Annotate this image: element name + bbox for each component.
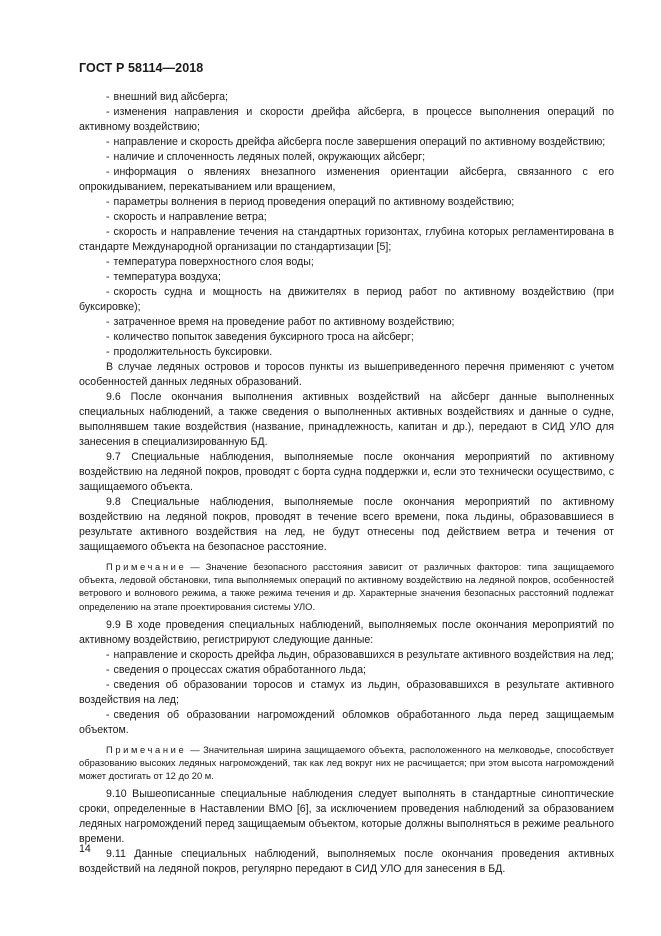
list-item: - скорость судна и мощность на движителях в период работ по активному воздействию (при буксировке); [79,286,614,313]
standard-header: ГОСТ Р 58114—2018 [79,61,204,75]
note-ice-pileup: Примечание — Значительная ширина защищаемого объекта, расположенного на мелководье, способствует образованию высоких ледяных нагромождений, так как лед вокруг них не расчищается; при этом высота нагромождений может достигать от 12 до 20 м. [79,743,614,782]
paragraph-9-8: 9.8 Специальные наблюдения, выполняемые после окончания мероприятий по активному воздействию на ледяной покров, проводят в течение всего времени, пока льдины, образовавшиеся в результате активного воздействия на лед, не будут отнесены под действием ветра и течения от защищаемого объекта на безопасное расстояние. [79,496,614,553]
list-item: - изменения направления и скорости дрейфа айсберга, в процессе выполнения операций по активному воздействию; [79,106,614,133]
paragraph-9-7: 9.7 Специальные наблюдения, выполняемые после окончания мероприятий по активному воздействию на ледяной покров, проводят с борта судна поддержки и, если это технически осуществимо, с защищаемого объекта. [79,451,614,493]
list-item: - информация о явлениях внезапного изменения ориентации айсберга, связанного с его опрокидыванием, перекатыванием или вращением, [79,166,614,193]
list-item: - температура поверхностного слоя воды; [106,256,314,268]
paragraph-9-11: 9.11 Данные специальных наблюдений, выполняемых после окончания проведения активных воздействий на ледяной покров, регулярно передают в СИД УЛО для занесения в БД. [79,848,614,876]
note-safe-distance: Примечание — Значение безопасного расстояния зависит от различных факторов: типа защищаемого объекта, ледовой обстановки, типа выполняемых операций по активному воздействию на ледяной покров, особенностей ветрового и волнового режима, а также режима течения и др. Характерные значения безопасных расстояний подлежат определению на этапе проектирования системы УЛО. [79,561,614,612]
paragraph-9-10: 9.10 Вышеописанные специальные наблюдения следует выполнять в стандартные синоптические сроки, определенные в Наставлении ВМО [6], за исключением проведения наблюдений за образованием ледяных нагромождений перед защищаемым объектом, которые должны выполняться в режиме реального времени. [79,788,614,846]
registered-data-list [79,648,614,738]
paragraph-9-6: 9.6 После окончания выполнения активных воздействий на айсберг данные выполненных специальных наблюдений, а также сведения о выполненных активных воздействиях и данные о судне, выполнявшем такие воздействия (название, принадлежность, капитан и др.), передают в СИД УЛО для занесения в специализированную БД. [79,391,614,448]
list-item: - количество попыток заведения буксирного троса на айсберг; [106,331,414,343]
list-item: - продолжительность буксировки. [106,346,273,358]
list-item: - сведения об образовании торосов и стамух из льдин, образовавшихся в результате активного воздействия на лед; [79,678,614,706]
list-item: - внешний вид айсберга; [106,91,229,103]
list-item: - параметры волнения в период проведения операций по активному воздействию; [106,196,515,208]
main-text [79,90,614,877]
list-item: - сведения об образовании нагромождений обломков обработанного льда перед защищаемым объектом. [79,708,614,736]
list-item: - сведения о процессах сжатия обработанного льда; [106,663,366,676]
page-number: 14 [79,843,91,855]
observation-list [79,90,614,360]
paragraph-9-9: 9.9 В ходе проведения специальных наблюдений, выполняемых после окончания мероприятий по активному воздействию, регистрируют следующие данные: [79,618,614,646]
list-item: - наличие и сплоченность ледяных полей, окружающих айсберг; [106,151,426,163]
list-item: - направление и скорость дрейфа айсберга после завершения операций по активному воздействию; [106,136,606,148]
list-item: - скорость и направление ветра; [106,211,267,223]
note-label: Примечание [106,743,187,755]
list-item: - направление и скорость дрейфа льдин, образовавшихся в результате активного воздействия на лед; [106,648,614,661]
note-label: Примечание [106,561,187,572]
list-item: - температура воздуха; [106,271,221,283]
list-item: - затраченное время на проведение работ по активному воздействию; [106,316,455,328]
paragraph-ice-islands: В случае ледяных островов и торосов пункты из вышеприведенного перечня применяют с учетом особенностей данных ледяных образований. [79,361,614,388]
list-item: - скорость и направление течения на стандартных горизонтах, глубина которых регламентирована в стандарте Международной организации по стандартизации [5]; [79,226,614,253]
